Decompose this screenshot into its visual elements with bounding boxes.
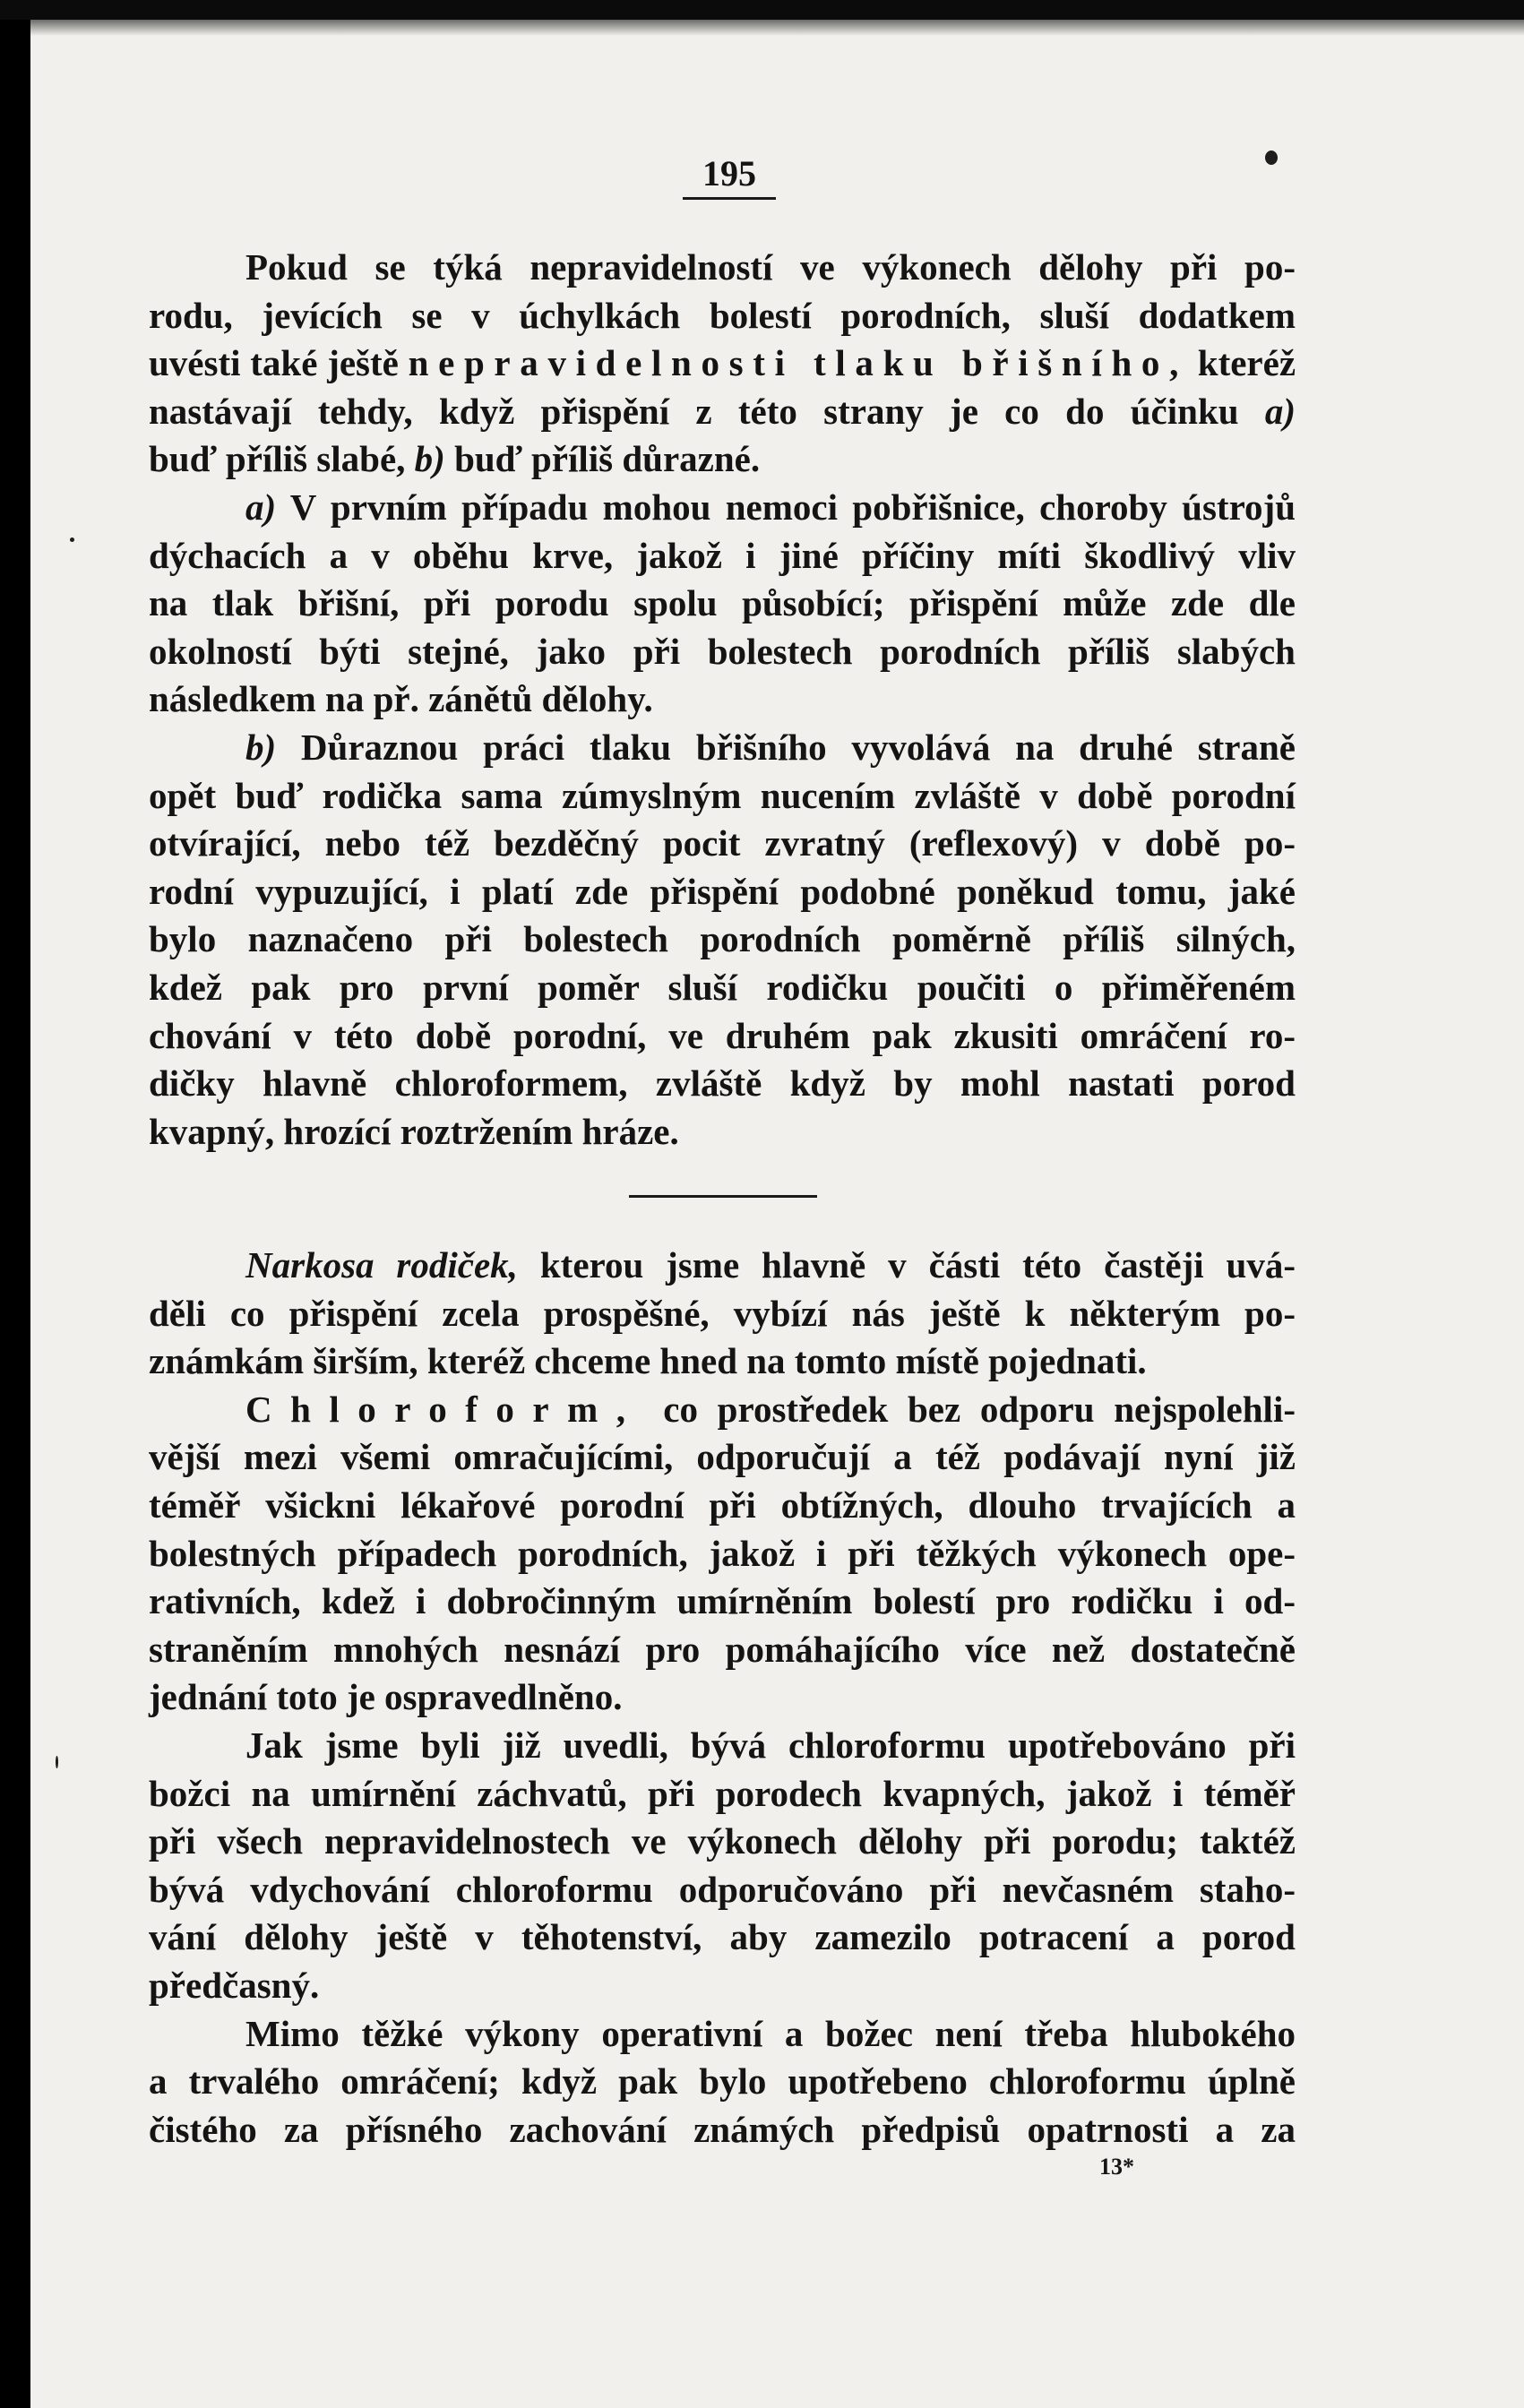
ink-speck <box>1265 150 1278 165</box>
term-narkosa: Narkosa rodiček, <box>245 1244 518 1286</box>
text-line: a) V prvním případu mohou nemoci pobřišnice, choroby ústrojů <box>245 486 1296 528</box>
text-line: dičky hlavně chloroformem, zvláště když by mohl nastati porod <box>149 1062 1296 1105</box>
section-irregular-pressure <box>149 244 1296 1156</box>
list-marker: a) <box>1264 390 1296 432</box>
text-line: při všech nepravidelnostech ve výkonech dělohy při porodu; taktéž <box>149 1820 1296 1862</box>
text-line: následkem na př. zánětů dělohy. <box>149 678 653 720</box>
text-line: b) Důraznou práci tlaku břišního vyvolává na druhé straně <box>245 726 1296 768</box>
text-line: okolností býti stejné, jako při bolestech porodních příliš slabých <box>149 630 1296 672</box>
text-line: božci na umírnění záchvatů, při porodech kvapných, jakož i téměř <box>149 1772 1296 1814</box>
section-divider <box>629 1195 817 1198</box>
paragraph-narcosis-intro <box>149 1242 1296 1386</box>
term-chloroform: Chloroform, <box>245 1388 644 1430</box>
scan-border-left <box>0 0 30 2408</box>
text-line: jednání toto je ospravedlněno. <box>149 1676 623 1718</box>
list-marker: a) <box>245 486 277 528</box>
text-line: Mimo těžké výkony operativní a božec není třeba hlubokého <box>245 2012 1296 2054</box>
text-line: kvapný, hrozící roztržením hráze. <box>149 1110 679 1152</box>
ink-speck <box>56 1756 58 1768</box>
text-line: bolestných případech porodních, jakož i při těžkých výkonech ope- <box>149 1532 1296 1574</box>
text-line: rodní vypuzující, i platí zde přispění podobné poněkud tomu, jaké <box>149 870 1296 912</box>
text-line: Narkosa rodiček, kterou jsme hlavně v části této častěji uvá- <box>245 1244 1296 1286</box>
paragraph-case-b <box>149 724 1296 1156</box>
text-line: Chloroform, co prostředek bez odporu nejspolehli- <box>245 1388 1296 1430</box>
scan-border-top <box>0 0 1524 20</box>
text-line: nastávají tehdy, když přispění z této strany je co do účinku a) <box>149 390 1296 432</box>
text-line: známkám širším, kteréž chceme hned na tomto místě pojednati. <box>149 1340 1147 1382</box>
text-line: Pokud se týká nepravidelností ve výkonech dělohy při po- <box>245 246 1296 288</box>
text-line: buď příliš slabé, b) buď příliš důrazné. <box>149 438 761 480</box>
text-line: straněním mnohých nesnází pro pomáhajícího více než dostatečně <box>149 1628 1296 1670</box>
text-line: předčasný. <box>149 1964 320 2006</box>
text-line: vější mezi všemi omračujícími, odporučují a též podávají nyní již <box>149 1436 1296 1478</box>
list-marker: b) <box>414 438 445 480</box>
section-narcosis <box>149 1242 1296 2154</box>
text-line: opět buď rodička sama zúmyslným nucením zvláště v době porodní <box>149 774 1296 816</box>
text-line: na tlak břišní, při porodu spolu působící; přispění může zde dle <box>149 582 1296 624</box>
text-line: chování v této době porodní, ve druhém pak zkusiti omráčení ro- <box>149 1014 1296 1056</box>
paragraph-chloroform <box>149 1386 1296 1722</box>
text-line: bývá vdychování chloroformu odporučováno při nevčasném staho- <box>149 1868 1296 1910</box>
text-line: uvésti také ještě nepravidelnosti tlaku břišního, kteréž <box>149 342 1296 384</box>
text-line: čistého za přísného zachování známých předpisů opatrnosti a za <box>149 2108 1296 2150</box>
text-line: vání dělohy ještě v těhotenství, aby zamezilo potracení a porod <box>149 1916 1296 1958</box>
paragraph-chloroform-uses <box>149 1722 1296 2010</box>
text-line: otvírající, nebo též bezděčný pocit zvratný (reflexový) v době po- <box>149 822 1296 864</box>
text-line: téměř všickni lékařové porodní při obtížných, dlouho trvajících a <box>149 1484 1296 1526</box>
list-marker: b) <box>245 726 277 768</box>
page-number: 195 <box>683 154 776 200</box>
paragraph-operative <box>149 2010 1296 2154</box>
signature-mark: 13* <box>1099 2154 1134 2180</box>
text-line: rodu, jevících se v úchylkách bolestí porodních, sluší dodatkem <box>149 294 1296 336</box>
ink-speck <box>70 538 74 542</box>
scan-shadow-top <box>30 20 1524 36</box>
text-line: kdež pak pro první poměr sluší rodičku poučiti o přiměřeném <box>149 966 1296 1008</box>
paragraph-case-a <box>149 484 1296 724</box>
emphasis-spaced: nepravidelnosti tlaku břišního, <box>408 342 1188 384</box>
text-line: a trvalého omráčení; když pak bylo upotřebeno chloroformu úplně <box>149 2060 1296 2103</box>
text-line: dýchacích a v oběhu krve, jakož i jiné příčiny míti škodlivý vliv <box>149 534 1296 576</box>
text-line: rativních, kdež i dobročinným umírněním bolestí pro rodičku i od- <box>149 1580 1296 1622</box>
text-line: Jak jsme byli již uvedli, bývá chloroformu upotřebováno při <box>245 1724 1296 1766</box>
paragraph-intro <box>149 244 1296 484</box>
text-line: děli co přispění zcela prospěšné, vybízí nás ještě k některým po- <box>149 1292 1296 1334</box>
text-line: bylo naznačeno při bolestech porodních poměrně příliš silných, <box>149 918 1296 960</box>
